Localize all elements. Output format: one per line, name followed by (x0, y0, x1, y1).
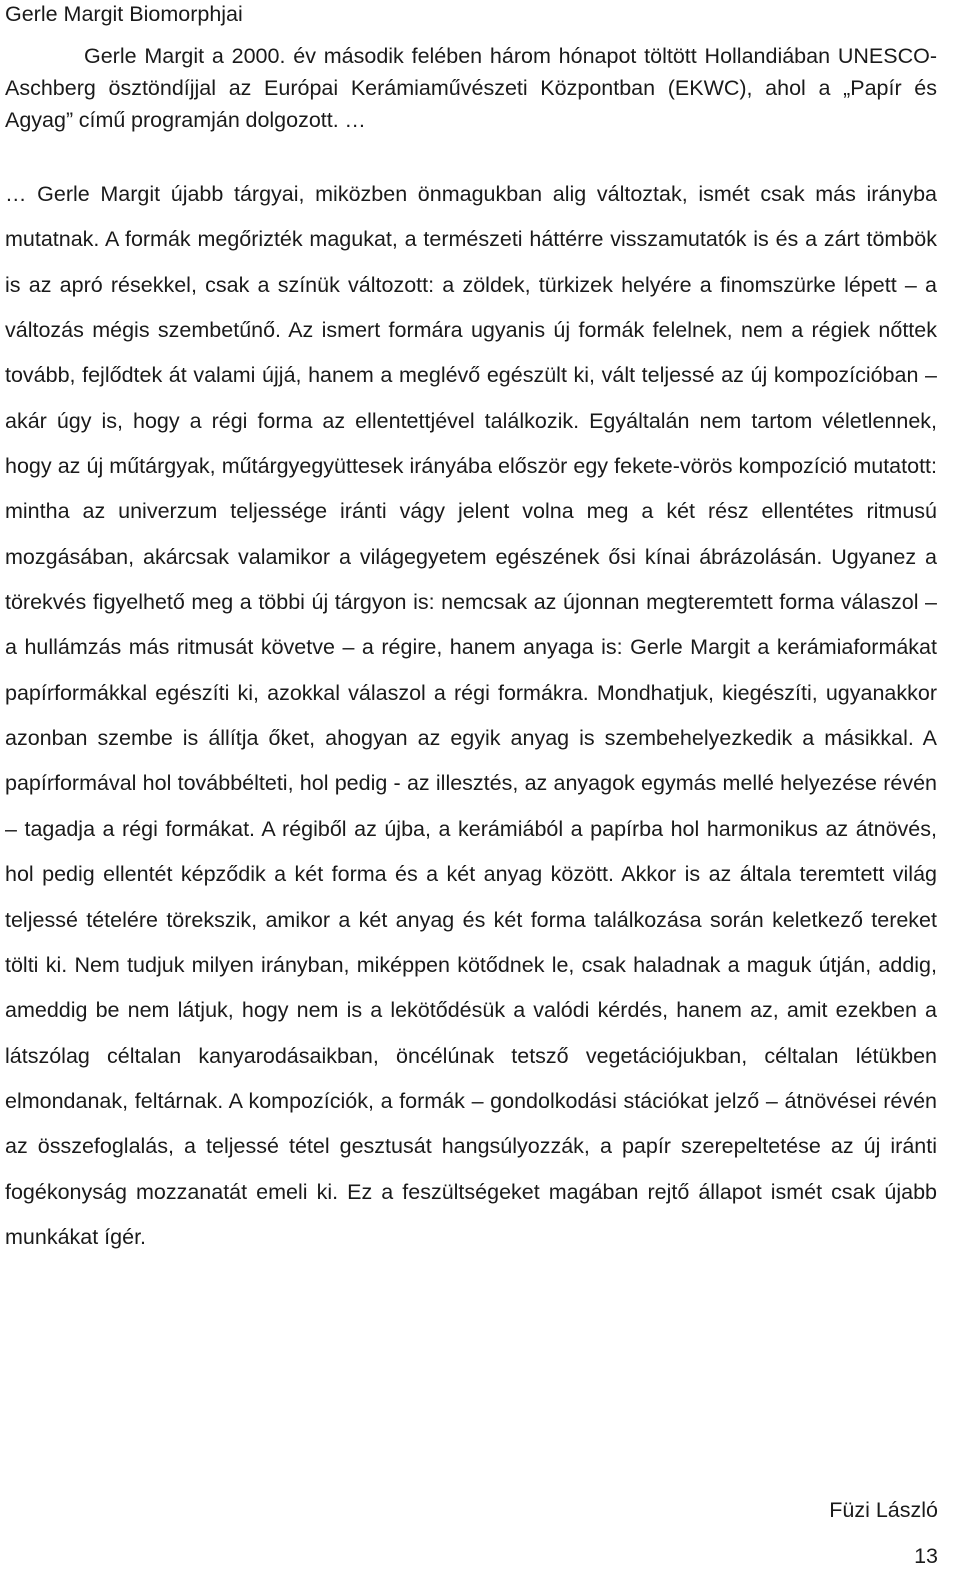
author-signature: Füzi László (829, 1498, 938, 1522)
intro-paragraph: Gerle Margit a 2000. év második felében három hónapot töltött Hollandiában UNESCO-Aschberg ösztöndíjjal az Európai Kerámiaművészeti Központban (EKWC), ahol a „Papír és Agyag” című programján dolgozott. … (5, 44, 937, 132)
body-paragraph: … Gerle Margit újabb tárgyai, miközben önmagukban alig változtak, ismét csak más irányba mutatnak. A formák megőrizték magukat, a természeti háttérre visszamutatók is és a zárt tömbök is az apró résekkel, csak a színük változott: a zöldek, türkizek helyére a finomszürke lépett – a változás mégis szembetűnő. Az ismert formára ugyanis új formák felelnek, nem a régiek nőttek tovább, fejlődtek át valami újjá, hanem a meglévő egészült ki, vált teljessé az új kompozícióban – akár úgy is, hogy a régi forma az ellentettjével találkozik. Egyáltalán nem tartom véletlennek, hogy az új műtárgyak, műtárgyegyüttesek irányába először egy fekete-vörös kompozíció mutatott: mintha az univerzum teljessége iránti vágy jelent volna meg a két rész ellentétes ritmusú mozgásában, akárcsak valamikor a világegyetem egészének ősi kínai ábrázolásán. Ugyanez a törekvés figyelhető meg a többi új tárgyon is: nemcsak az újonnan megteremtett forma válaszol – a hullámzás más ritmusát követve – a régire, hanem anyaga is: Gerle Margit a kerámiaformákat papírformákkal egészíti ki, azokkal válaszol a régi formákra. Mondhatjuk, kiegészíti, ugyanakkor azonban szembe is állítja őket, ahogyan az egyik anyag is szembehelyezkedik a másikkal. A papírformával hol továbbélteti, hol pedig - az illesztés, az anyagok egymás mellé helyezése révén – tagadja a régi formákat. A régiből az újba, a kerámiából a papírba hol harmonikus az átnövés, hol pedig ellentét képződik a két forma és a két anyag között. Akkor is az általa teremtett világ teljessé tételére törekszik, amikor a két anyag és két forma találkozása során keletkező tereket tölti ki. Nem tudjuk milyen irányban, miképpen kötődnek le, csak haladnak a maguk útján, addig, ameddig be nem látjuk, hogy nem is a lekötődésük a valódi kérdés, hanem az, amit ezekben a látszólag céltalan kanyarodásaikban, öncélúnak tetsző vegetációjukban, céltalan létükben elmondanak, feltárnak. A kompozíciók, a formák – gondolkodási stációkat jelző – átnövései révén az összefoglalás, a teljessé tétel gesztusát hangsúlyozzák, a papír szerepeltetése az új iránti fogékonyság mozzanatát emeli ki. Ez a feszültségeket magában rejtő állapot ismét csak újabb munkákat ígér. (5, 182, 937, 1249)
document-title: Gerle Margit Biomorphjai (5, 2, 243, 26)
page-number: 13 (914, 1544, 938, 1568)
